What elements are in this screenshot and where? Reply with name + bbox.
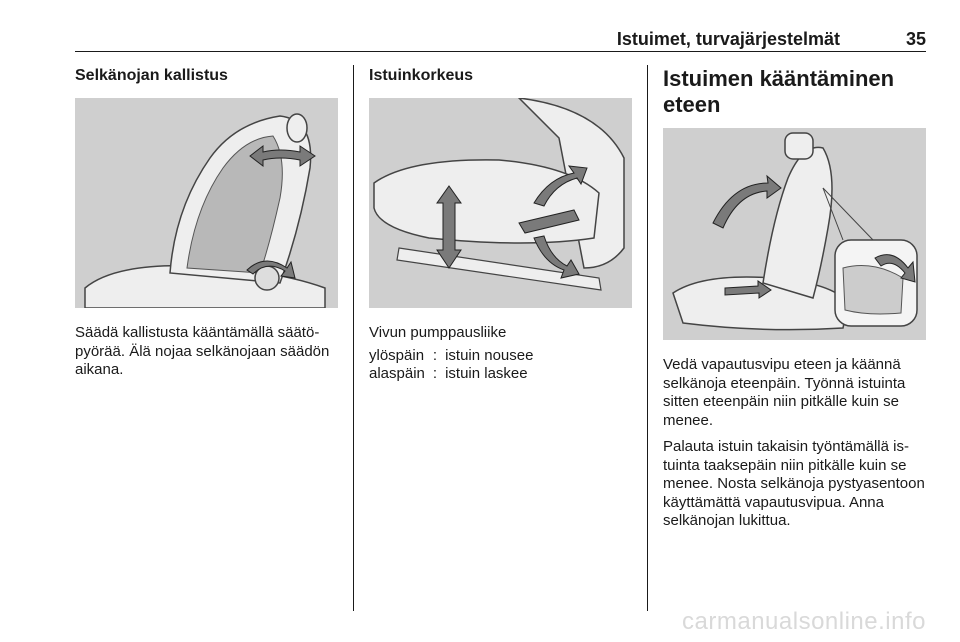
height-intro: Vivun pumppausliike xyxy=(369,324,507,341)
section-heading-height: Istuinkorkeus xyxy=(369,67,474,84)
seat-height-illustration xyxy=(369,98,632,308)
direction-label: alaspäin xyxy=(369,365,425,382)
page-number: 35 xyxy=(905,29,926,49)
seat-fold-illustration xyxy=(663,128,926,340)
section-heading-fold: Istuimen kääntäminen eteen xyxy=(663,66,895,117)
column-fold xyxy=(663,66,927,531)
direction-label: ylöspäin xyxy=(369,346,425,364)
table-row xyxy=(369,365,533,384)
fold-paragraph-1: Vedä vapautusvipu eteen ja käännä selkänoja eteenpäin. Työnnä istuinta sitten eteenpäin niin pitkälle kuin se menee. xyxy=(663,356,906,429)
direction-result: istuin laskee xyxy=(445,365,528,382)
header-title: Istuimet, turvajärjestelmät xyxy=(616,29,840,49)
column-divider-2 xyxy=(647,65,648,611)
table-row xyxy=(369,347,533,366)
column-backrest xyxy=(75,66,341,380)
header-rule xyxy=(75,51,926,52)
fold-paragraph-2: Palauta istuin takaisin työntämällä istuinta taaksepäin niin pitkälle kuin se menee. Nosta selkänoja pystyasentoon käyttämättä vapautusvipua. Anna selkänojan lukittua. xyxy=(663,438,925,529)
backrest-illustration xyxy=(75,98,338,308)
column-height xyxy=(369,66,635,384)
direction-result: istuin nousee xyxy=(445,346,534,364)
separator: : xyxy=(432,365,438,382)
column-divider-1 xyxy=(353,65,354,611)
section-heading-backrest: Selkänojan kallistus xyxy=(75,67,228,84)
separator: : xyxy=(432,346,438,364)
height-direction-table xyxy=(369,347,533,384)
watermark: carmanualsonline.info xyxy=(682,608,926,635)
backrest-description: Säädä kallistusta kääntämällä säätöpyörää. Älä nojaa selkänojaan säädön aikana. xyxy=(75,324,330,378)
